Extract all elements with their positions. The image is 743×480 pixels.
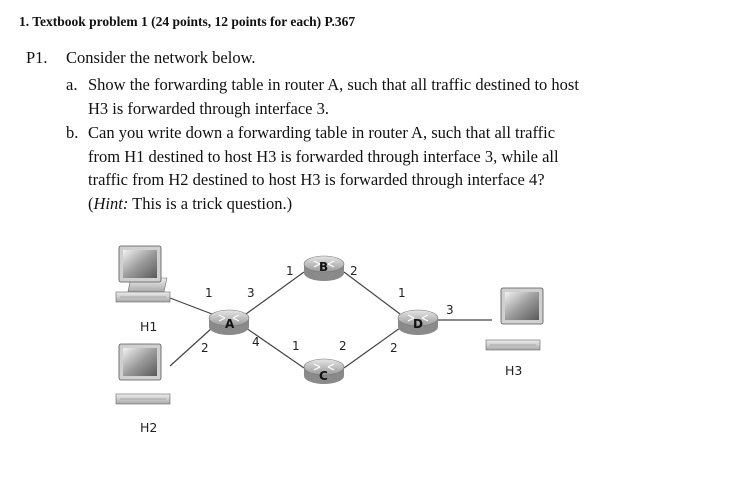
part-a-marker: a.: [66, 75, 78, 94]
iface-c2: 2: [339, 339, 347, 353]
iface-b1: 1: [286, 264, 294, 278]
part-b-line: traffic from H2 destined to host H3 is forwarded through interface 4?: [88, 170, 545, 189]
host-h2-icon: [116, 344, 170, 404]
part-b-marker: b.: [66, 123, 79, 142]
problem-intro: Consider the network below.: [66, 48, 256, 67]
problem-number: P1.: [26, 48, 48, 67]
iface-a4: 4: [252, 335, 260, 349]
router-a-label: A: [225, 317, 235, 331]
router-b-label: B: [319, 260, 329, 274]
host-h2-label: H2: [140, 420, 158, 435]
host-h1-icon: [116, 246, 170, 302]
router-c-label: C: [319, 369, 328, 383]
link-h1-a: [170, 298, 212, 314]
host-h3-label: H3: [505, 363, 523, 378]
part-a-line: Show the forwarding table in router A, such that all traffic destined to host: [88, 75, 579, 94]
iface-a3: 3: [247, 286, 255, 300]
host-h3-icon: [486, 288, 543, 350]
part-b-line: from H1 destined to host H3 is forwarded through interface 3, while all: [88, 146, 559, 166]
host-h1-label: H1: [140, 319, 158, 334]
iface-d2: 2: [390, 341, 398, 355]
hint-label: Hint:: [93, 193, 129, 213]
hint-open: (: [88, 193, 94, 213]
part-b-line: Can you write down a forwarding table in router A, such that all traffic: [88, 123, 556, 142]
link-a-b: [246, 272, 304, 314]
iface-a2: 2: [201, 341, 209, 355]
hint-text: This is a trick question.): [132, 193, 293, 213]
link-b-d: [344, 272, 400, 314]
part-a-line: H3 is forwarded through interface 3.: [88, 98, 329, 118]
iface-d1: 1: [398, 286, 406, 300]
router-d-label: D: [413, 317, 423, 331]
iface-a1: 1: [205, 286, 213, 300]
iface-b2: 2: [350, 264, 358, 278]
iface-d3: 3: [446, 303, 454, 317]
iface-c1: 1: [292, 339, 300, 353]
assignment-heading: 1. Textbook problem 1 (24 points, 12 points for each) P.367: [19, 14, 356, 29]
